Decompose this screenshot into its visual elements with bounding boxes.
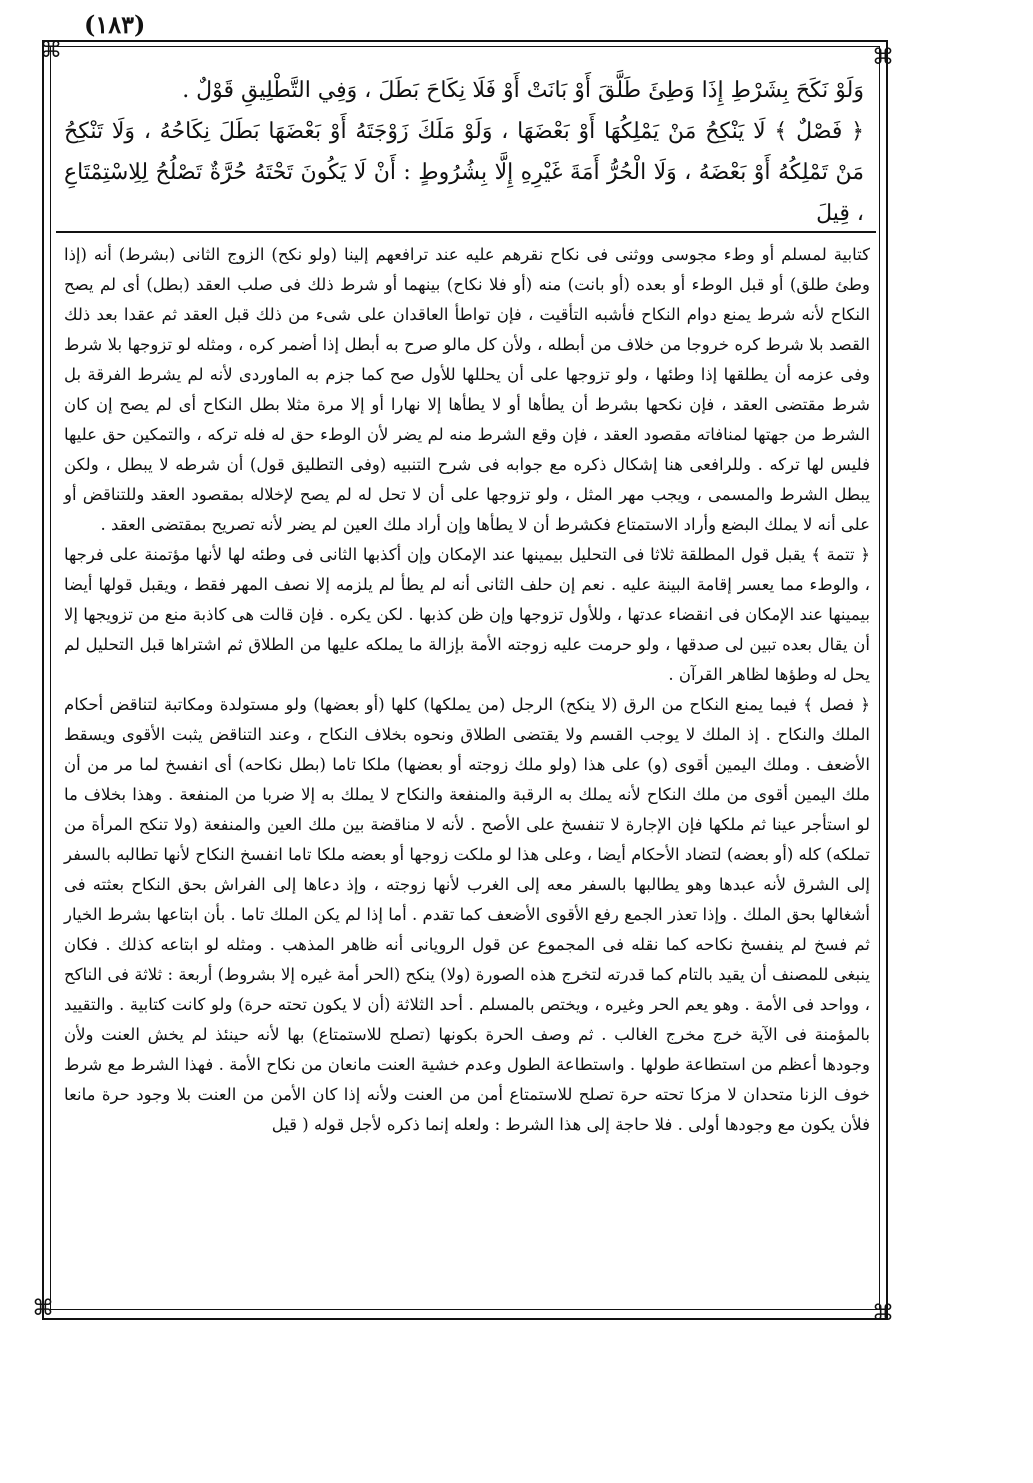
commentary-paragraph-fasl: ﴿ فصل ﴾ فيما يمنع النكاح من الرق (لا ينكح) الرجل (من يملكها) كلها (أو بعضها) ولو مستولدة ومكاتبة لتناقض أحكام الملك والنكاح . إذ الملك لا يوجب القسم ولا يقتضى الطلاق ونحوه بخلاف النكاح ، وعند التناقض يثبت الأقوى ويسقط الأضعف . وملك اليمين أقوى (و) على هذا (ولو ملك زوجته أو بعضها) ملكا تاما (بطل نكاحه) أى انفسخ لما مر من أن ملك اليمين أقوى من ملك النكاح لأنه يملك به الرقبة والمنفعة والنكاح لا يملك به إلا ضربا من المنفعة . وهذا بخلاف ما لو استأجر عينا ثم ملكها فإن الإجارة لا تنفسخ على الأصح . لأنه لا مناقضة بين ملك العين والمنفعة (ولا تنكح المرأة من تملكه) كله (أو بعضه) لتضاد الأحكام أيضا ، وعلى هذا لو ملكت زوجها أو بعضه ملكا تاما انفسخ النكاح لأنها تطالبه بالسفر إلى الشرق لأنه عبدها وهو يطالبها بالسفر معه إلى الغرب لأنها زوجته ، وإذ دعاها إلى الفراش بحق النكاح بعثته فى أشغالها بحق الملك . وإذا تعذر الجمع رفع الأقوى الأضعف كما تقدم . أما إذا لم يكن الملك تاما . بأن ابتاعها بشرط الخيار ثم فسخ لم ينفسخ نكاحه كما نقله فى المجموع عن قول الرويانى أنه ظاهر المذهب . ومثله لو ابتاعه كذلك . فكان ينبغى للمصنف أن يقيد بالتام كما قدرته لتخرج هذه الصورة (ولا) ينكح (الحر أمة غيره إلا بشروط) أربعة : ثلاثة فى الناكح ، وواحد فى الأمة . وهو يعم الحر وغيره ، ويختص بالمسلم . أحد الثلاثة (أن لا يكون تحته حرة) ولو كانت كتابية . والتقييد بالمؤمنة فى الآية خرج مخرج الغالب . ثم وصف الحرة بكونها (تصلح للاستمتاع) بها لأنه حينئذ لم يخش العنت ولأن وجودها أعظم من استطاعة طولها . واستطاعة الطول وعدم خشية العنت مانعان من نكاح الأمة . فهذا الشرط مع شرط خوف الزنا متحدان لا مزكا تحته حرة تصلح للاستمتاع أمن من العنت ولأنه إذا كان الأمن من العنت بلا وجود حرة مانعا فلأن يكون مع وجودها أولى . فلا حاجة إلى هذا الشرط : ولعله إنما ذكره لأجل قوله ( قيل — [64, 695, 870, 1134]
corner-ornament-icon: ⌘ — [872, 45, 894, 70]
corner-ornament-icon: ⌘ — [872, 1301, 894, 1326]
main-text-line: وَلَوْ نَكَحَ بِشَرْطِ إِذَا وَطِئَ طَلَّقَ أَوْ بَانَتْ أَوْ فَلَا نِكَاحَ بَطَلَ ، وَفِي التَّطْلِيقِ قَوْلٌ . — [182, 78, 864, 103]
separator-rule — [56, 231, 876, 233]
commentary-paragraph-tatimma: ﴿ تتمة ﴾ يقبل قول المطلقة ثلاثا فى التحليل بيمينها عند الإمكان وإن أكذبها الثانى فى وطئه لها لأنها مؤتمنة على فرجها ، والوطء مما يعسر إقامة البينة عليه . نعم إن حلف الثانى أنه لم يطأ لم يلزمه إلا نصف المهر فقط ، ويقبل قولها أيضا بيمينها عند الإمكان فى انقضاء عدتها ، وللأول تزوجها وإن ظن كذبها . لكن يكره . فإن قالت هى كاذبة منع من تزويجها إلا أن يقال بعده تبين لى صدقها ، ولو حرمت عليه زوجته الأمة بإزالة ما يملكه عليها من الطلاق ثم اشتراها قبل التحليل لم يحل له وطؤها لظاهر القرآن . — [64, 545, 870, 684]
main-text-fasl: ﴿ فَصْلٌ ﴾ لَا يَنْكِحُ مَنْ يَمْلِكُهَا أَوْ بَعْضَهَا ، وَلَوْ مَلَكَ زَوْجَتَهُ أَوْ بَعْضَهَا بَطَلَ نِكَاحُهُ ، وَلَا تَنْكِحُ مَنْ تَمْلِكُهُ أَوْ بَعْضَهُ ، وَلَا الْحُرُّ أَمَةَ غَيْرِهِ إِلَّا بِشُرُوطٍ : أَنْ لَا يَكُونَ تَحْتَهُ حُرَّةٌ تَصْلُحُ لِلِاسْتِمْتَاعِ ، قِيلَ — [64, 119, 864, 226]
commentary-paragraph: كتابية لمسلم أو وطء مجوسى ووثنى فى نكاح نقرهم عليه عند ترافعهم إلينا (ولو نكح) الزوج الثانى (بشرط) أنه (إذا وطئ طلق) أو قبل الوطء أو بعده (أو بانت) منه (أو فلا نكاح) بينهما أو شرط ذلك فى صلب العقد (بطل) أى لم يصح النكاح لأنه شرط يمنع دوام النكاح فأشبه التأقيت ، فإن تواطأ العاقدان على شىء من ذلك قبل العقد ثم عقدا بعد ذلك القصد بلا شرط كره خروجا من خلاف من أبطله ، ولأن كل مالو صرح به أبطل إذا أضمر كره ، ومثله لو تزوجها بلا شرط وفى عزمه أن يطلقها إذا وطئها ، ولو تزوجها على أن يحللها للأول صح كما جزم به الماوردى لأنه لم يشرط الفرقة بل شرط مقتضى العقد ، فإن نكحها بشرط أن يطأها أو لا يطأها إلا نهارا أو إلا مرة مثلا بطل النكاح أى لم يصح إن كان الشرط من جهتها لمنافاته مقصود العقد ، فإن وقع الشرط منه لم يضر لأن الوطء حق له فله تركه ، والتمكين حق عليها فليس لها تركه . وللرافعى هنا إشكال ذكره مع جوابه فى شرح التنبيه (وفى التطليق قول) أن شرطه لا يبطل ، ولكن يبطل الشرط والمسمى ، ويجب مهر المثل ، ولو تزوجها على أن لا تحل له لم يصح لإخلاله بمقصود العقد وللتناقض أو على أنه لا يملك البضع وأراد الاستمتاع فكشرط أن لا يطأها وإن أراد ملك العين لم يضر لأنه تصريح بمقتضى العقد . — [64, 245, 870, 534]
corner-ornament-icon: ⌘ — [32, 1296, 54, 1321]
commentary-text — [64, 240, 870, 1140]
page-number: (١٨٣) — [84, 10, 146, 39]
corner-ornament-icon: ⌘ — [40, 38, 62, 63]
main-text — [64, 70, 864, 234]
